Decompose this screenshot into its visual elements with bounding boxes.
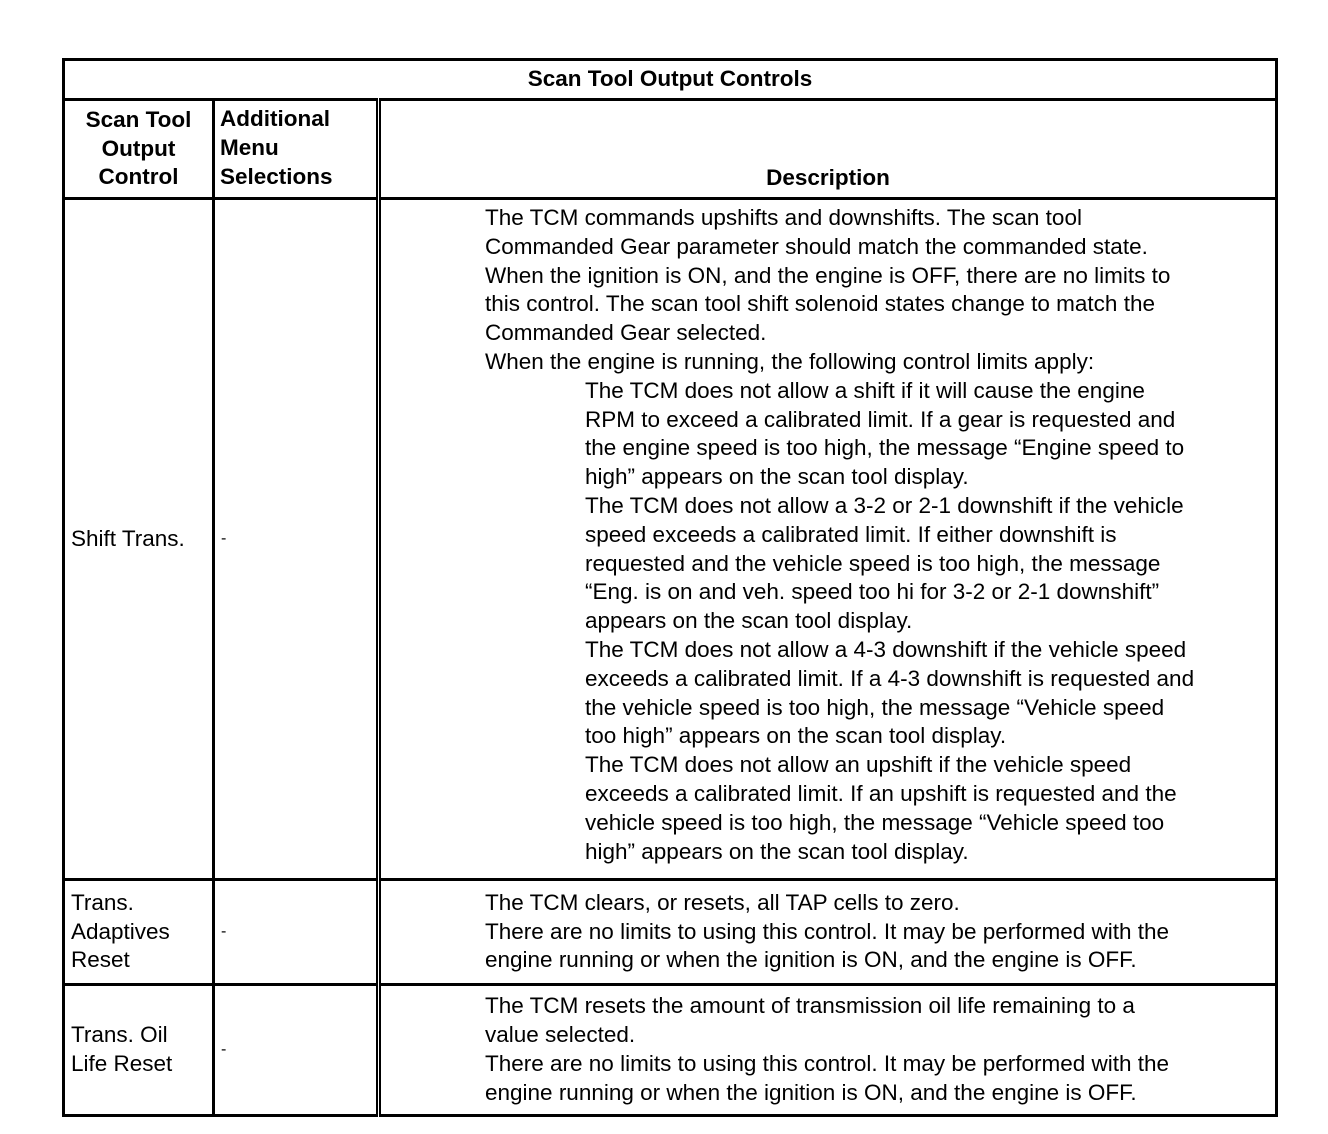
description-cell: The TCM commands upshifts and downshifts. The scan tool Commanded Gear parameter should match the commanded state. When the ignition is ON, and the engine is OFF, there are no limits to this control. The scan tool shift solenoid states change to match the Commanded Gear selected. When the engine is running, the following control limits apply: The TCM does not allow a shift if it will cause the engine RPM to exceed a calibrated limit. If a gear is requested and the engine speed is too high, the message “Engine speed to high” appears on the scan tool display. The TCM does not allow a 3-2 or 2-1 downshift if the vehicle speed exceeds a calibrated limit. If either downshift is requested and the vehicle speed is too high, the message “Eng. is on and veh. speed too hi for 3-2 or 2-1 downshift” appears on the scan tool display. The TCM does not allow a 4-3 downshift if the vehicle speed exceeds a calibrated limit. If a 4-3 downshift is requested and the vehicle speed is too high, the message “Vehicle speed too high” appears on the scan tool display. The TCM does not allow an upshift if the vehicle speed exceeds a calibrated limit. If an upshift is requested and the vehicle speed is too high, the message “Vehicle speed too high” appears on the scan tool display. xyxy=(379,199,1277,880)
scan-tool-output-controls-table xyxy=(62,58,1278,1117)
menu-cell: - xyxy=(214,880,379,985)
table-row xyxy=(64,985,1277,1116)
description-cell: The TCM clears, or resets, all TAP cells to zero. There are no limits to using this control. It may be performed with the engine running or when the ignition is ON, and the engine is OFF. xyxy=(379,880,1277,985)
control-cell: Trans. Adaptives Reset xyxy=(64,880,214,985)
header-additional-menu-selections: Additional Menu Selections xyxy=(214,100,379,199)
header-description: Description xyxy=(379,100,1277,199)
menu-cell: - xyxy=(214,199,379,880)
control-limits-list: The TCM does not allow a shift if it will cause the engine RPM to exceed a calibrated limit. If a gear is requested and the engine speed is too high, the message “Engine speed to high” appears on the scan tool display. The TCM does not allow a 3-2 or 2-1 downshift if the vehicle speed exceeds a calibrated limit. If either downshift is requested and the vehicle speed is too high, the message “Eng. is on and veh. speed too hi for 3-2 or 2-1 downshift” appears on the scan tool display. The TCM does not allow a 4-3 downshift if the vehicle speed exceeds a calibrated limit. If a 4-3 downshift is requested and the vehicle speed is too high, the message “Vehicle speed too high” appears on the scan tool display. The TCM does not allow an upshift if the vehicle speed exceeds a calibrated limit. If an upshift is requested and the vehicle speed is too high, the message “Vehicle speed too high” appears on the scan tool display. xyxy=(585,377,1195,864)
description-cell: The TCM resets the amount of transmission oil life remaining to a value selected. There are no limits to using this control. It may be performed with the engine running or when the ignition is ON, and the engine is OFF. xyxy=(379,985,1277,1116)
table-row xyxy=(64,880,1277,985)
table-row xyxy=(64,199,1277,880)
control-cell: Shift Trans. xyxy=(64,199,214,880)
control-cell: Trans. Oil Life Reset xyxy=(64,985,214,1116)
table-title: Scan Tool Output Controls xyxy=(64,60,1277,100)
header-scan-tool-output-control: Scan Tool Output Control xyxy=(64,100,214,199)
menu-cell: - xyxy=(214,985,379,1116)
